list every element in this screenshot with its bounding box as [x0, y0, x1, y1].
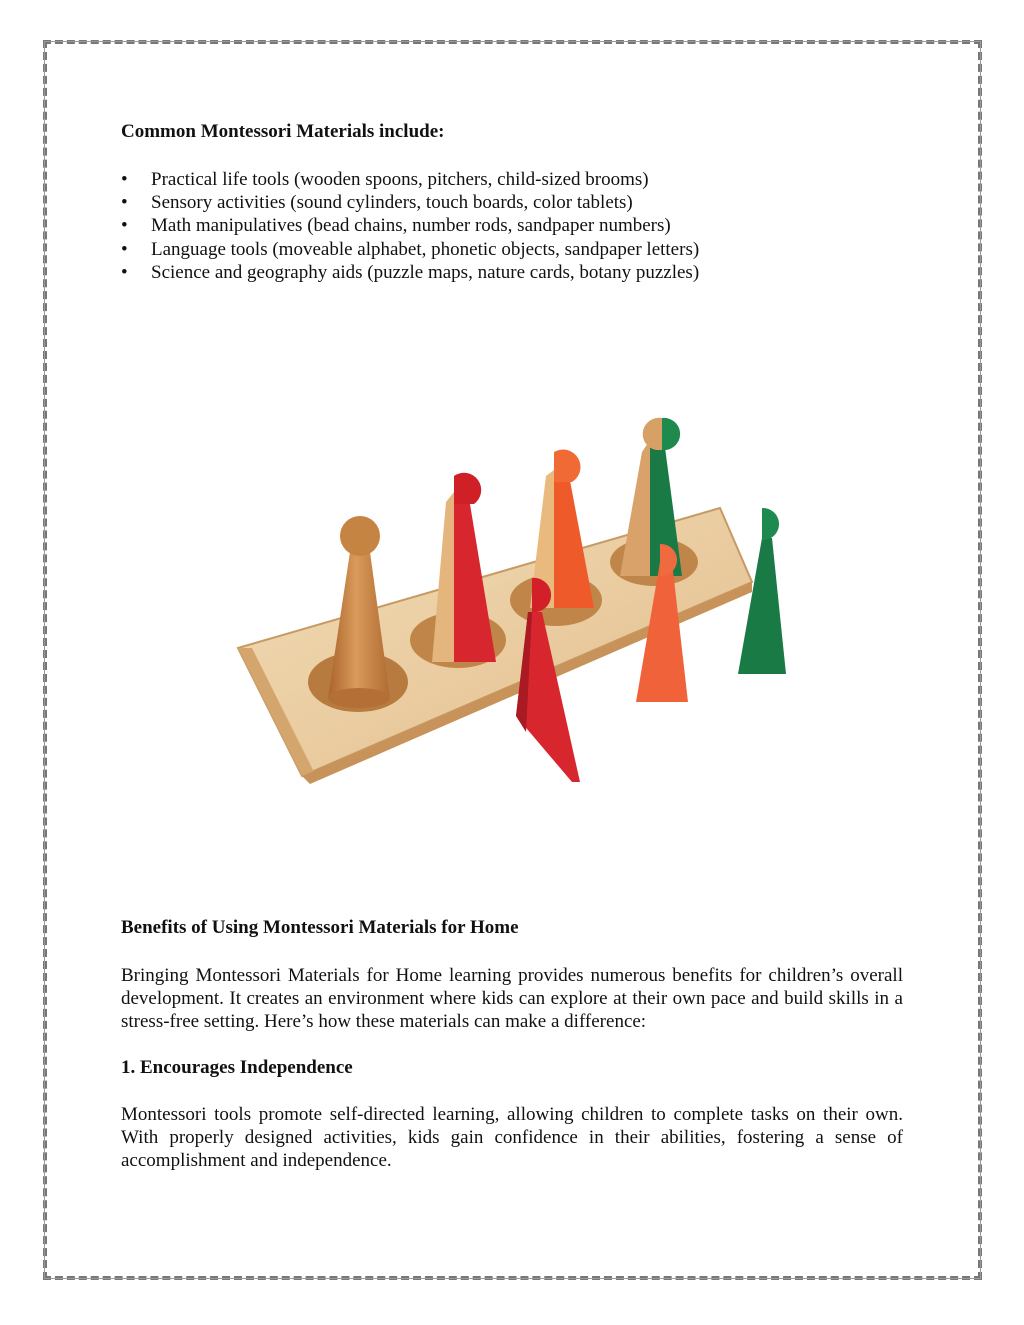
independence-paragraph: Montessori tools promote self-directed learning, allowing children to complete tasks on their own. With properly designed activities, kids gain confidence in their abilities, fostering a sense of accomplishment and independence.: [121, 1104, 903, 1172]
wooden-cone-knob: [340, 516, 380, 556]
list-item: • Math manipulatives (bead chains, number rods, sandpaper numbers): [121, 214, 699, 237]
list-item: • Science and geography aids (puzzle maps, nature cards, botany puzzles): [121, 261, 699, 284]
independence-heading: 1. Encourages Independence: [121, 1057, 353, 1078]
benefits-paragraph: Bringing Montessori Materials for Home learning provides numerous benefits for children’s overall development. It creates an environment where kids can explore at their own pace and build skills in a stress-free setting. Here’s how these materials can make a difference:: [121, 965, 903, 1033]
loose-green-half-cone: [738, 538, 786, 674]
red-half-cone-knob: [454, 473, 481, 504]
green-half-cone-knob: [662, 418, 680, 450]
benefits-heading: Benefits of Using Montessori Materials for Home: [121, 917, 519, 938]
list-item: • Practical life tools (wooden spoons, pitchers, child-sized brooms): [121, 168, 699, 191]
wooden-cone-base: [328, 688, 390, 708]
materials-heading: Common Montessori Materials include:: [121, 121, 445, 142]
materials-list: [121, 168, 699, 284]
list-item: • Sensory activities (sound cylinders, touch boards, color tablets): [121, 191, 699, 214]
list-item: • Language tools (moveable alphabet, phonetic objects, sandpaper letters): [121, 238, 699, 261]
orange-half-cone-knob: [554, 450, 580, 482]
loose-green-knob: [762, 508, 779, 540]
montessori-cone-puzzle-image: [232, 412, 792, 790]
